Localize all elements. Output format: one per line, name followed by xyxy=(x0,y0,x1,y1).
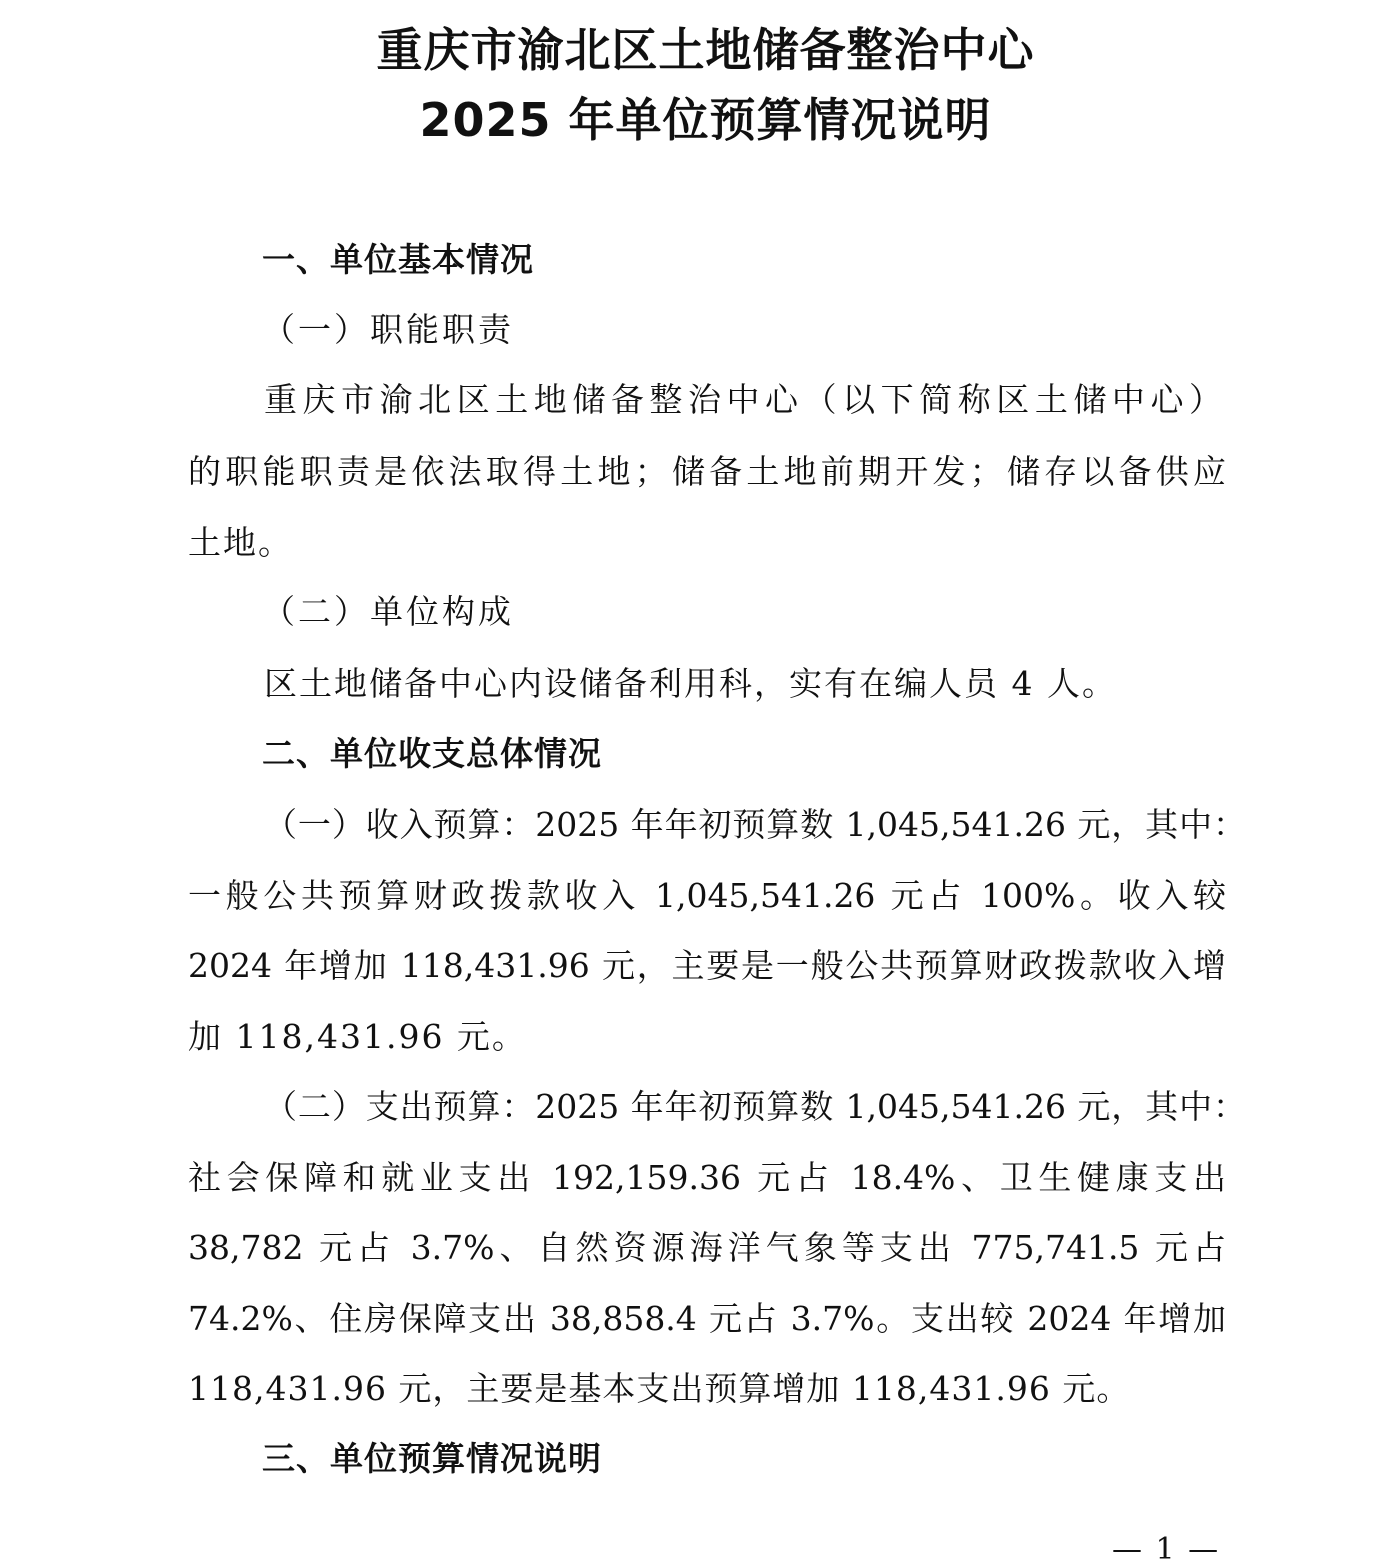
expense-paragraph-line: 社会保障和就业支出 192,159.36 元占 18.4%、卫生健康支出 xyxy=(188,1158,1226,1197)
section-3-heading: 三、单位预算情况说明 xyxy=(262,1439,602,1478)
income-paragraph-line: 2024 年增加 118,431.96 元，主要是一般公共预算财政拨款收入增 xyxy=(188,946,1226,985)
income-paragraph-line: （一）收入预算：2025 年年初预算数 1,045,541.26 元，其中： xyxy=(264,805,1246,844)
document-title-line-1: 重庆市渝北区土地储备整治中心 xyxy=(376,23,1035,77)
expense-paragraph-line: 118,431.96 元，主要是基本支出预算增加 118,431.96 元。 xyxy=(188,1369,1131,1408)
expense-paragraph-line: 74.2%、住房保障支出 38,858.4 元占 3.7%。支出较 2024 年增加 xyxy=(188,1299,1226,1338)
section-1-heading: 一、单位基本情况 xyxy=(262,240,534,279)
paragraph-line: 的职能职责是依法取得土地；储备土地前期开发；储存以备供应 xyxy=(188,452,1226,491)
paragraph-line: 区土地储备中心内设储备利用科，实有在编人员 4 人。 xyxy=(264,664,1117,703)
section-2-heading: 二、单位收支总体情况 xyxy=(262,734,602,773)
document-title-line-2: 2025 年单位预算情况说明 xyxy=(419,93,992,147)
income-paragraph-line: 一般公共预算财政拨款收入 1,045,541.26 元占 100%。收入较 xyxy=(188,876,1226,915)
income-paragraph-line: 加 118,431.96 元。 xyxy=(188,1017,527,1056)
paragraph-line: 重庆市渝北区土地储备整治中心（以下简称区土储中心） xyxy=(264,380,1222,419)
section-1-sub-2-heading: （二）单位构成 xyxy=(262,592,514,631)
expense-paragraph-line: 38,782 元占 3.7%、自然资源海洋气象等支出 775,741.5 元占 xyxy=(188,1228,1226,1267)
section-1-sub-1-heading: （一）职能职责 xyxy=(262,310,514,349)
paragraph-line: 土地。 xyxy=(188,523,293,562)
page-number: — 1 — xyxy=(1112,1532,1221,1567)
expense-paragraph-line: （二）支出预算：2025 年年初预算数 1,045,541.26 元，其中： xyxy=(264,1087,1246,1126)
